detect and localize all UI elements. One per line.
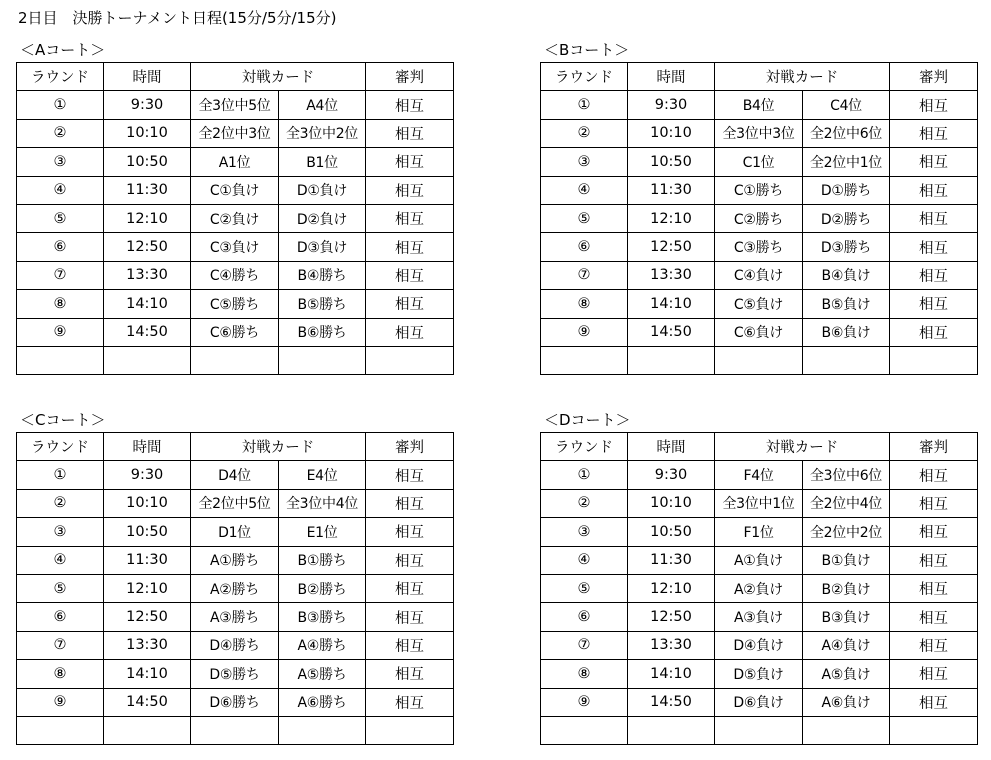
time-cell: 12:10 (628, 574, 715, 602)
referee-cell: 相互 (366, 603, 454, 631)
time-cell: 12:50 (104, 603, 191, 631)
team1-cell: D④勝ち (191, 631, 279, 659)
team2-cell: B⑤負け (803, 290, 890, 318)
table-row (541, 91, 978, 119)
table-row (541, 631, 978, 659)
time-cell: 14:50 (104, 318, 191, 346)
header-referee: 審判 (890, 433, 978, 461)
referee-cell: 相互 (890, 176, 978, 204)
empty-cell (890, 346, 978, 374)
team1-cell: A③勝ち (191, 603, 279, 631)
team2-cell: B②負け (803, 574, 890, 602)
round-cell: ④ (541, 546, 628, 574)
team1-cell: 全2位中3位 (191, 119, 279, 147)
team1-cell: C⑥勝ち (191, 318, 279, 346)
round-cell: ⑧ (541, 660, 628, 688)
empty-cell (541, 346, 628, 374)
round-cell: ⑤ (541, 204, 628, 232)
referee-cell: 相互 (890, 148, 978, 176)
table-row (17, 574, 454, 602)
empty-cell (628, 346, 715, 374)
round-cell: ③ (541, 148, 628, 176)
round-cell: ④ (541, 176, 628, 204)
referee-cell: 相互 (890, 603, 978, 631)
referee-cell: 相互 (366, 574, 454, 602)
table-row (17, 631, 454, 659)
round-cell: ④ (17, 546, 104, 574)
table-row (17, 233, 454, 261)
team2-cell: 全2位中2位 (803, 518, 890, 546)
table-row (17, 660, 454, 688)
team1-cell: D⑤勝ち (191, 660, 279, 688)
team1-cell: C③勝ち (715, 233, 803, 261)
time-cell: 14:50 (628, 318, 715, 346)
time-cell: 12:50 (104, 233, 191, 261)
court-a-schedule (16, 41, 454, 375)
team1-cell: D⑤負け (715, 660, 803, 688)
referee-cell: 相互 (366, 688, 454, 716)
team2-cell: 全2位中4位 (803, 489, 890, 517)
team2-cell: B②勝ち (279, 574, 366, 602)
team1-cell: A①負け (715, 546, 803, 574)
referee-cell: 相互 (890, 574, 978, 602)
round-cell: ② (17, 119, 104, 147)
team1-cell: C①負け (191, 176, 279, 204)
referee-cell: 相互 (366, 461, 454, 489)
court-label: ＜Cコート＞ (20, 411, 106, 429)
referee-cell: 相互 (890, 631, 978, 659)
header-time: 時間 (628, 433, 715, 461)
team2-cell: A⑥勝ち (279, 688, 366, 716)
time-cell: 13:30 (628, 631, 715, 659)
court-label: ＜Aコート＞ (20, 41, 106, 59)
empty-cell (17, 346, 104, 374)
header-round: ラウンド (17, 63, 104, 91)
time-cell: 10:10 (628, 119, 715, 147)
team2-cell: A4位 (279, 91, 366, 119)
time-cell: 13:30 (104, 631, 191, 659)
round-cell: ⑥ (17, 603, 104, 631)
time-cell: 11:30 (628, 176, 715, 204)
team2-cell: 全2位中6位 (803, 119, 890, 147)
team1-cell: B4位 (715, 91, 803, 119)
time-cell: 11:30 (628, 546, 715, 574)
table-row (541, 489, 978, 517)
table-row (17, 518, 454, 546)
team2-cell: E1位 (279, 518, 366, 546)
table-row (541, 204, 978, 232)
team1-cell: C⑤勝ち (191, 290, 279, 318)
table-row (17, 688, 454, 716)
time-cell: 9:30 (628, 91, 715, 119)
table-row (541, 233, 978, 261)
referee-cell: 相互 (890, 518, 978, 546)
team1-cell: 全3位中1位 (715, 489, 803, 517)
round-cell: ⑤ (17, 574, 104, 602)
round-cell: ⑧ (541, 290, 628, 318)
round-cell: ⑦ (17, 631, 104, 659)
team2-cell: B③負け (803, 603, 890, 631)
time-cell: 10:50 (628, 148, 715, 176)
time-cell: 10:10 (104, 489, 191, 517)
court-label: ＜Dコート＞ (544, 411, 631, 429)
referee-cell: 相互 (366, 546, 454, 574)
schedule-table (540, 62, 978, 375)
team1-cell: C④勝ち (191, 261, 279, 289)
table-row (17, 204, 454, 232)
schedule-table (16, 432, 454, 745)
time-cell: 12:50 (628, 603, 715, 631)
round-cell: ① (17, 91, 104, 119)
table-row (17, 290, 454, 318)
referee-cell: 相互 (890, 318, 978, 346)
team2-cell: E4位 (279, 461, 366, 489)
header-row (17, 63, 454, 91)
table-row (17, 318, 454, 346)
round-cell: ⑤ (17, 204, 104, 232)
empty-cell (803, 346, 890, 374)
empty-cell (628, 716, 715, 744)
team2-cell: D①負け (279, 176, 366, 204)
empty-cell (715, 716, 803, 744)
schedule-table (540, 432, 978, 745)
team2-cell: B⑥負け (803, 318, 890, 346)
round-cell: ② (541, 489, 628, 517)
team1-cell: D④負け (715, 631, 803, 659)
empty-cell (104, 346, 191, 374)
table-row (541, 261, 978, 289)
empty-row (17, 716, 454, 744)
table-row (541, 603, 978, 631)
time-cell: 14:50 (104, 688, 191, 716)
header-card: 対戦カード (715, 63, 890, 91)
header-round: ラウンド (17, 433, 104, 461)
time-cell: 10:50 (104, 148, 191, 176)
team2-cell: D②負け (279, 204, 366, 232)
header-card: 対戦カード (191, 63, 366, 91)
table-row (17, 119, 454, 147)
round-cell: ⑥ (541, 233, 628, 261)
header-row (541, 433, 978, 461)
table-row (541, 148, 978, 176)
team1-cell: D⑥勝ち (191, 688, 279, 716)
time-cell: 14:50 (628, 688, 715, 716)
round-cell: ⑨ (17, 688, 104, 716)
round-cell: ⑨ (17, 318, 104, 346)
time-cell: 11:30 (104, 176, 191, 204)
table-row (541, 290, 978, 318)
time-cell: 11:30 (104, 546, 191, 574)
team2-cell: B⑥勝ち (279, 318, 366, 346)
time-cell: 9:30 (104, 91, 191, 119)
schedule-table (16, 62, 454, 375)
time-cell: 14:10 (628, 660, 715, 688)
referee-cell: 相互 (366, 148, 454, 176)
team2-cell: A④負け (803, 631, 890, 659)
team2-cell: 全2位中1位 (803, 148, 890, 176)
team2-cell: A⑤負け (803, 660, 890, 688)
round-cell: ⑦ (541, 631, 628, 659)
round-cell: ⑥ (17, 233, 104, 261)
referee-cell: 相互 (890, 204, 978, 232)
time-cell: 13:30 (104, 261, 191, 289)
referee-cell: 相互 (890, 290, 978, 318)
empty-cell (366, 716, 454, 744)
referee-cell: 相互 (890, 91, 978, 119)
round-cell: ③ (17, 518, 104, 546)
header-time: 時間 (628, 63, 715, 91)
team2-cell: D②勝ち (803, 204, 890, 232)
referee-cell: 相互 (890, 119, 978, 147)
referee-cell: 相互 (366, 233, 454, 261)
team1-cell: C⑥負け (715, 318, 803, 346)
empty-row (541, 346, 978, 374)
team2-cell: B①負け (803, 546, 890, 574)
team1-cell: A③負け (715, 603, 803, 631)
court-label: ＜Bコート＞ (544, 41, 630, 59)
referee-cell: 相互 (366, 489, 454, 517)
team1-cell: A②勝ち (191, 574, 279, 602)
team1-cell: F4位 (715, 461, 803, 489)
table-row (541, 318, 978, 346)
referee-cell: 相互 (366, 631, 454, 659)
time-cell: 10:50 (628, 518, 715, 546)
team2-cell: B④負け (803, 261, 890, 289)
referee-cell: 相互 (366, 660, 454, 688)
round-cell: ② (17, 489, 104, 517)
team1-cell: 全3位中5位 (191, 91, 279, 119)
table-row (17, 261, 454, 289)
team1-cell: A①勝ち (191, 546, 279, 574)
round-cell: ④ (17, 176, 104, 204)
team1-cell: C①勝ち (715, 176, 803, 204)
table-row (541, 119, 978, 147)
time-cell: 9:30 (104, 461, 191, 489)
header-referee: 審判 (890, 63, 978, 91)
document-title: 2日目 決勝トーナメント日程(15分/5分/15分) (18, 9, 337, 27)
empty-cell (191, 716, 279, 744)
empty-row (541, 716, 978, 744)
table-row (17, 148, 454, 176)
header-card: 対戦カード (715, 433, 890, 461)
table-row (541, 546, 978, 574)
team2-cell: B①勝ち (279, 546, 366, 574)
round-cell: ③ (17, 148, 104, 176)
header-time: 時間 (104, 63, 191, 91)
empty-cell (279, 716, 366, 744)
time-cell: 14:10 (628, 290, 715, 318)
team2-cell: C4位 (803, 91, 890, 119)
referee-cell: 相互 (366, 261, 454, 289)
team1-cell: C②勝ち (715, 204, 803, 232)
table-row (17, 603, 454, 631)
empty-cell (803, 716, 890, 744)
team2-cell: 全3位中2位 (279, 119, 366, 147)
time-cell: 12:10 (104, 204, 191, 232)
empty-cell (104, 716, 191, 744)
header-referee: 審判 (366, 433, 454, 461)
round-cell: ⑨ (541, 688, 628, 716)
table-row (541, 660, 978, 688)
table-row (541, 518, 978, 546)
referee-cell: 相互 (366, 290, 454, 318)
round-cell: ⑥ (541, 603, 628, 631)
referee-cell: 相互 (890, 688, 978, 716)
team1-cell: A1位 (191, 148, 279, 176)
time-cell: 10:50 (104, 518, 191, 546)
team1-cell: F1位 (715, 518, 803, 546)
team2-cell: B④勝ち (279, 261, 366, 289)
header-referee: 審判 (366, 63, 454, 91)
referee-cell: 相互 (890, 233, 978, 261)
team1-cell: D1位 (191, 518, 279, 546)
team1-cell: C⑤負け (715, 290, 803, 318)
table-row (17, 461, 454, 489)
referee-cell: 相互 (890, 261, 978, 289)
team2-cell: D①勝ち (803, 176, 890, 204)
referee-cell: 相互 (366, 318, 454, 346)
time-cell: 12:50 (628, 233, 715, 261)
referee-cell: 相互 (366, 518, 454, 546)
header-row (541, 63, 978, 91)
referee-cell: 相互 (890, 660, 978, 688)
team1-cell: C④負け (715, 261, 803, 289)
court-c-schedule (16, 411, 454, 745)
team2-cell: A④勝ち (279, 631, 366, 659)
team2-cell: D③負け (279, 233, 366, 261)
empty-cell (715, 346, 803, 374)
empty-cell (279, 346, 366, 374)
team1-cell: C1位 (715, 148, 803, 176)
empty-cell (890, 716, 978, 744)
team2-cell: A⑥負け (803, 688, 890, 716)
team1-cell: 全3位中3位 (715, 119, 803, 147)
referee-cell: 相互 (366, 204, 454, 232)
table-row (541, 461, 978, 489)
time-cell: 12:10 (628, 204, 715, 232)
referee-cell: 相互 (890, 489, 978, 517)
table-row (541, 176, 978, 204)
referee-cell: 相互 (366, 176, 454, 204)
court-b-schedule (540, 41, 978, 375)
header-card: 対戦カード (191, 433, 366, 461)
round-cell: ⑦ (17, 261, 104, 289)
round-cell: ⑧ (17, 660, 104, 688)
team2-cell: B⑤勝ち (279, 290, 366, 318)
round-cell: ⑧ (17, 290, 104, 318)
round-cell: ③ (541, 518, 628, 546)
table-row (541, 688, 978, 716)
empty-row (17, 346, 454, 374)
team2-cell: 全3位中4位 (279, 489, 366, 517)
round-cell: ⑦ (541, 261, 628, 289)
team1-cell: A②負け (715, 574, 803, 602)
team2-cell: D③勝ち (803, 233, 890, 261)
round-cell: ① (541, 461, 628, 489)
empty-cell (17, 716, 104, 744)
team2-cell: 全3位中6位 (803, 461, 890, 489)
referee-cell: 相互 (890, 461, 978, 489)
team1-cell: 全2位中5位 (191, 489, 279, 517)
team1-cell: C③負け (191, 233, 279, 261)
empty-cell (191, 346, 279, 374)
header-round: ラウンド (541, 63, 628, 91)
team1-cell: C②負け (191, 204, 279, 232)
team1-cell: D⑥負け (715, 688, 803, 716)
court-d-schedule (540, 411, 978, 745)
empty-cell (366, 346, 454, 374)
time-cell: 9:30 (628, 461, 715, 489)
time-cell: 10:10 (104, 119, 191, 147)
referee-cell: 相互 (366, 91, 454, 119)
referee-cell: 相互 (890, 546, 978, 574)
table-row (17, 489, 454, 517)
round-cell: ① (541, 91, 628, 119)
round-cell: ⑤ (541, 574, 628, 602)
time-cell: 14:10 (104, 660, 191, 688)
time-cell: 10:10 (628, 489, 715, 517)
empty-cell (541, 716, 628, 744)
table-row (17, 176, 454, 204)
time-cell: 12:10 (104, 574, 191, 602)
team2-cell: B③勝ち (279, 603, 366, 631)
table-row (17, 91, 454, 119)
time-cell: 13:30 (628, 261, 715, 289)
table-row (17, 546, 454, 574)
header-time: 時間 (104, 433, 191, 461)
team1-cell: D4位 (191, 461, 279, 489)
table-row (541, 574, 978, 602)
header-row (17, 433, 454, 461)
header-round: ラウンド (541, 433, 628, 461)
team2-cell: B1位 (279, 148, 366, 176)
round-cell: ① (17, 461, 104, 489)
round-cell: ② (541, 119, 628, 147)
time-cell: 14:10 (104, 290, 191, 318)
round-cell: ⑨ (541, 318, 628, 346)
team2-cell: A⑤勝ち (279, 660, 366, 688)
referee-cell: 相互 (366, 119, 454, 147)
